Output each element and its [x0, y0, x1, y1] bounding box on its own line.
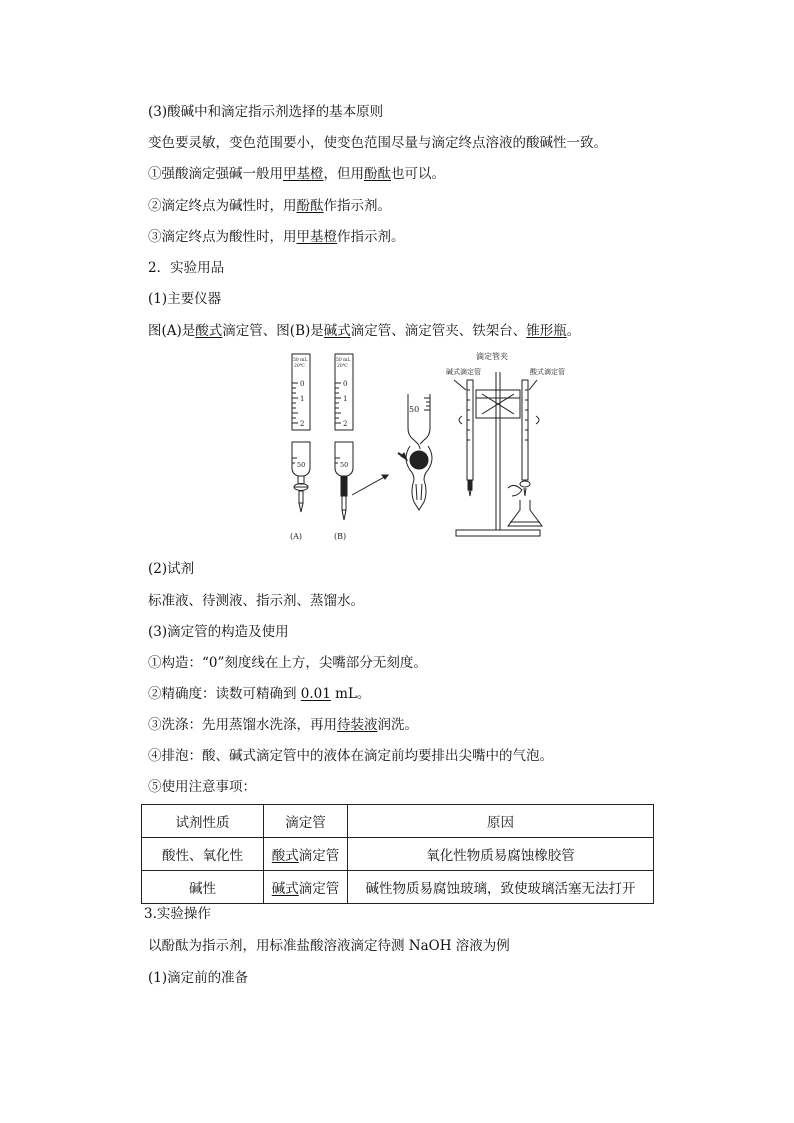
- table-header-row: [142, 805, 654, 838]
- acid-burette-lower: [292, 442, 310, 512]
- section-title-indicator-principles: (3)酸碱中和滴定指示剂选择的基本原则: [148, 104, 384, 120]
- svg-text:2: 2: [343, 420, 348, 428]
- table-row: [142, 871, 654, 904]
- instruments-text: 图(A)是酸式滴定管、图(B)是碱式滴定管、滴定管夹、铁架台、锥形瓶。: [148, 323, 581, 339]
- table-cell: 碱性: [142, 871, 264, 904]
- table-cell: 酸式滴定管: [264, 838, 348, 871]
- principle-text: 变色要灵敏，变色范围要小，使变色范围尽量与滴定终点溶液的酸碱性一致。: [148, 135, 607, 151]
- indicator-item-3: ③滴定终点为酸性时，用甲基橙作指示剂。: [148, 229, 405, 245]
- svg-text:2: 2: [300, 420, 305, 428]
- titration-stand: [454, 372, 542, 536]
- section-2-title: 2．实验用品: [148, 260, 225, 276]
- indicator-item-2: ②滴定终点为碱性时，用酚酞作指示剂。: [148, 198, 391, 214]
- usage-notes-table: [141, 804, 654, 904]
- burette-title: (3)滴定管的构造及使用: [148, 624, 289, 640]
- svg-text:50: 50: [409, 405, 420, 414]
- precision-text: ②精确度：读数可精确到 0.01 mL。: [148, 686, 371, 702]
- svg-text:1: 1: [343, 395, 348, 403]
- bubbles-text: ④排泡：酸、碱式滴定管中的液体在滴定前均要排出尖嘴中的气泡。: [148, 748, 553, 764]
- zoomed-glass-bead: [398, 394, 432, 510]
- table-cell: 氧化性物质易腐蚀橡胶管: [348, 838, 654, 871]
- instruments-title: (1)主要仪器: [148, 291, 222, 307]
- structure-text: ①构造：“0”刻度线在上方，尖嘴部分无刻度。: [148, 655, 427, 671]
- table-header-cell: 原因: [348, 805, 654, 838]
- notes-title: ⑤使用注意事项：: [148, 779, 256, 795]
- svg-text:50 mL: 50 mL: [293, 358, 308, 363]
- svg-text:1: 1: [300, 395, 305, 403]
- base-burette-label: 碱式滴定管: [446, 368, 481, 376]
- table-row: [142, 838, 654, 871]
- base-burette-upper: [335, 354, 353, 430]
- washing-text: ③洗涤：先用蒸馏水洗涤，再用待装液润洗。: [148, 717, 418, 733]
- label-a: (A): [290, 532, 303, 541]
- example-text: 以酚酞为指示剂，用标准盐酸溶液滴定待测 NaOH 溶液为例: [148, 938, 510, 954]
- base-burette-lower: [335, 442, 353, 520]
- table-cell: 碱性物质易腐蚀玻璃，致使玻璃活塞无法打开: [348, 871, 654, 904]
- svg-text:20℃: 20℃: [337, 364, 348, 369]
- svg-text:50: 50: [297, 461, 306, 469]
- clamp-label: 滴定管夹: [476, 352, 508, 361]
- svg-text:0: 0: [300, 380, 305, 388]
- burette-figure: [286, 350, 586, 546]
- table-cell: 碱式滴定管: [264, 871, 348, 904]
- acid-burette-upper: [292, 354, 310, 430]
- svg-text:20℃: 20℃: [294, 364, 305, 369]
- reagents-text: 标准液、待测液、指示剂、蒸馏水。: [148, 593, 364, 609]
- section-3-title: 3.实验操作: [144, 906, 211, 922]
- svg-text:50: 50: [340, 461, 349, 469]
- svg-text:0: 0: [343, 380, 348, 388]
- table-header-cell: 试剂性质: [142, 805, 264, 838]
- table-header-cell: 滴定管: [264, 805, 348, 838]
- label-b: (B): [334, 532, 347, 541]
- indicator-item-1: ①强酸滴定强碱一般用甲基橙，但用酚酞也可以。: [148, 166, 445, 182]
- reagents-title: (2)试剂: [148, 561, 195, 577]
- prep-title: (1)滴定前的准备: [148, 970, 249, 986]
- svg-text:50 mL: 50 mL: [336, 358, 351, 363]
- acid-burette-label: 酸式滴定管: [530, 368, 565, 376]
- table-cell: 酸性、氧化性: [142, 838, 264, 871]
